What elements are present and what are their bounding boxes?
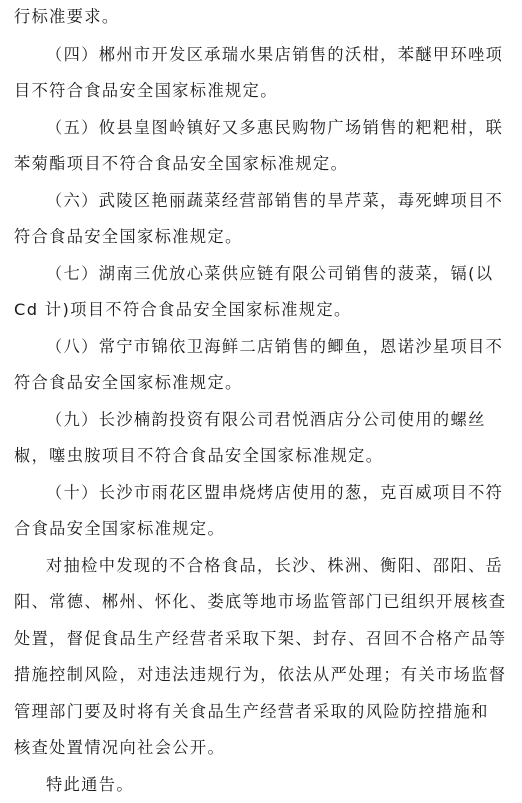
text-line: 目不符合食品安全国家标准规定。 [14, 73, 508, 110]
text-line: 符合食品安全国家标准规定。 [14, 365, 508, 402]
text-line: 对抽检中发现的不合格食品，长沙、株洲、衡阳、邵阳、岳 [14, 548, 508, 585]
text-line: （四）郴州市开发区承瑞水果店销售的沃柑，苯醚甲环唑项 [14, 37, 508, 74]
text-line: 处置，督促食品生产经营者采取下架、封存、召回不合格产品等 [14, 621, 508, 658]
text-line: （五）攸县皇图岭镇好又多惠民购物广场销售的粑粑柑，联 [14, 110, 508, 147]
text-line: 行标准要求。 [14, 0, 508, 36]
text-line: 措施控制风险，对违法违规行为，依法从严处理；有关市场监督 [14, 657, 508, 694]
text-line: 核查处置情况向社会公开。 [14, 730, 508, 767]
text-line: 符合食品安全国家标准规定。 [14, 219, 508, 256]
text-line: （十）长沙市雨花区盟串烧烤店使用的葱，克百威项目不符 [14, 475, 508, 512]
text-line: （九）长沙楠韵投资有限公司君悦酒店分公司使用的螺丝 [14, 402, 508, 439]
text-line: 管理部门要及时将有关食品生产经营者采取的风险防控措施和 [14, 694, 508, 731]
text-line: 合食品安全国家标准规定。 [14, 511, 508, 548]
text-line: （七）湖南三优放心菜供应链有限公司销售的菠菜，镉(以 [14, 256, 508, 293]
text-line: （八）常宁市锦依卫海鲜二店销售的鲫鱼，恩诺沙星项目不 [14, 329, 508, 366]
text-line: 椒，噻虫胺项目不符合食品安全国家标准规定。 [14, 438, 508, 475]
text-line: 苯菊酯项目不符合食品安全国家标准规定。 [14, 146, 508, 183]
text-line: （六）武陵区艳丽蔬菜经营部销售的旱芹菜，毒死蜱项目不 [14, 183, 508, 220]
text-line: Cd 计)项目不符合食品安全国家标准规定。 [14, 292, 508, 329]
text-line: 阳、常德、郴州、怀化、娄底等地市场监管部门已组织开展核查 [14, 584, 508, 621]
text-line: 特此通告。 [14, 767, 508, 803]
